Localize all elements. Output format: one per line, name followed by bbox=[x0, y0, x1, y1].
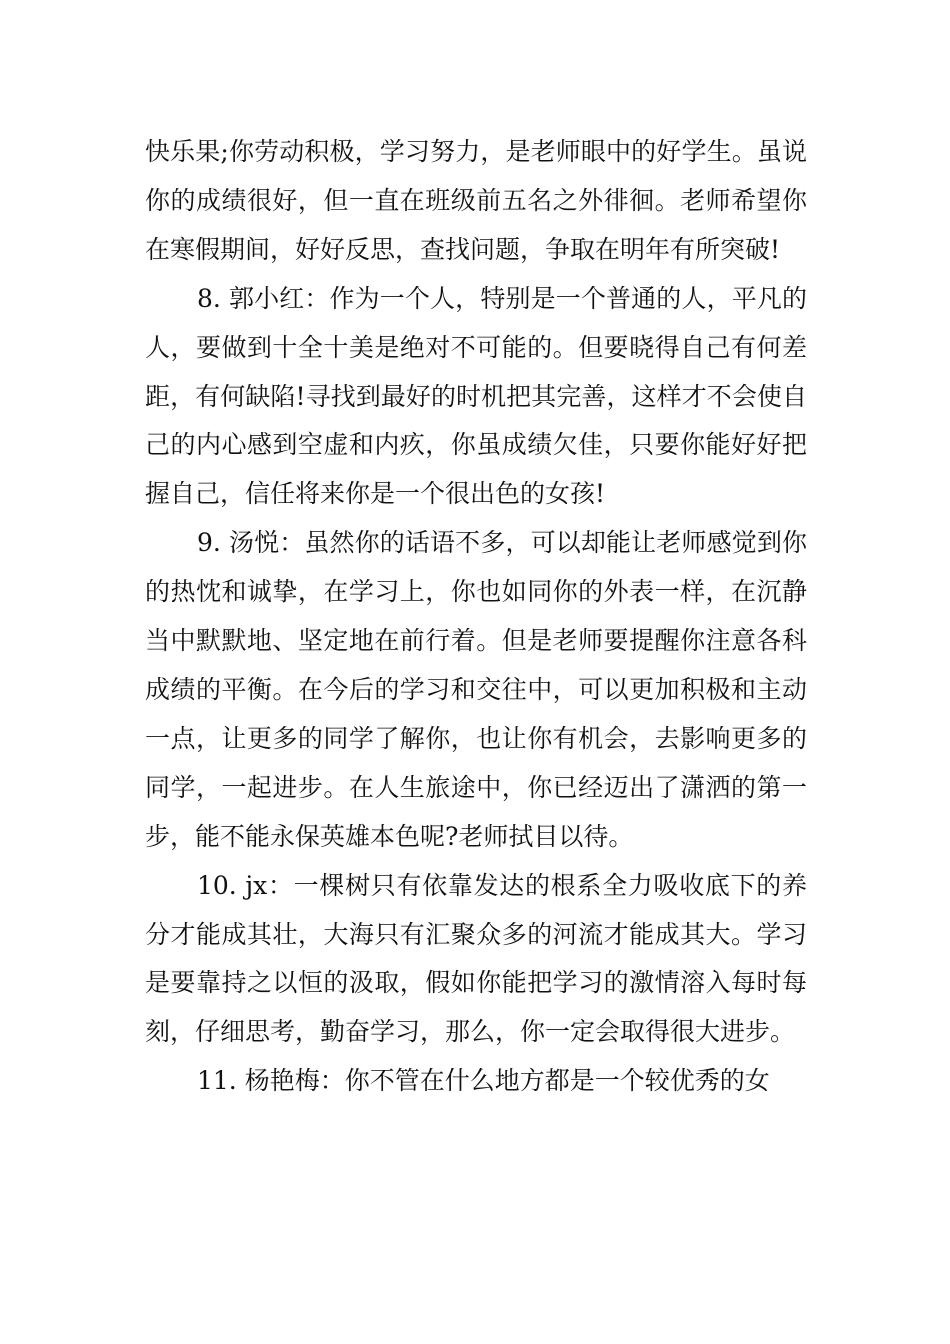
document-page bbox=[145, 128, 807, 1106]
paragraph-comment-10: 10. jx：一棵树只有依靠发达的根系全力吸收底下的养分才能成其壮，大海只有汇聚众多的河流才能成其大。学习是要靠持之以恒的汲取，假如你能把学习的激情溶入每时每刻，仔细思考，勤奋学习，那么，你一定会取得很大进步。 bbox=[145, 870, 807, 1047]
paragraph-continuation: 快乐果;你劳动积极，学习努力，是老师眼中的好学生。虽说你的成绩很好，但一直在班级前五名之外徘徊。老师希望你在寒假期间，好好反思，查找问题，争取在明年有所突破! bbox=[145, 137, 807, 264]
paragraph-comment-8: 8. 郭小红：作为一个人，特别是一个普通的人，平凡的人，要做到十全十美是绝对不可能的。但要晓得自己有何差距，有何缺陷!寻找到最好的时机把其完善，这样才不会使自己的内心感到空虚和内疚，你虽成绩欠佳，只要你能好好把握自己，信任将来你是一个很出色的女孩! bbox=[145, 283, 807, 509]
paragraph-comment-9: 9. 汤悦：虽然你的话语不多，可以却能让老师感觉到你的热忱和诚挚，在学习上，你也如同你的外表一样，在沉静当中默默地、坚定地在前行着。但是老师要提醒你注意各科成绩的平衡。在今后的学习和交往中，可以更加积极和主动一点，让更多的同学了解你，也让你有机会，去影响更多的同学，一起进步。在人生旅途中，你已经迈出了潇洒的第一步，能不能永保英雄本色呢?老师拭目以待。 bbox=[145, 528, 807, 851]
paragraph-comment-11: 11. 杨艳梅：你不管在什么地方都是一个较优秀的女 bbox=[197, 1066, 770, 1096]
